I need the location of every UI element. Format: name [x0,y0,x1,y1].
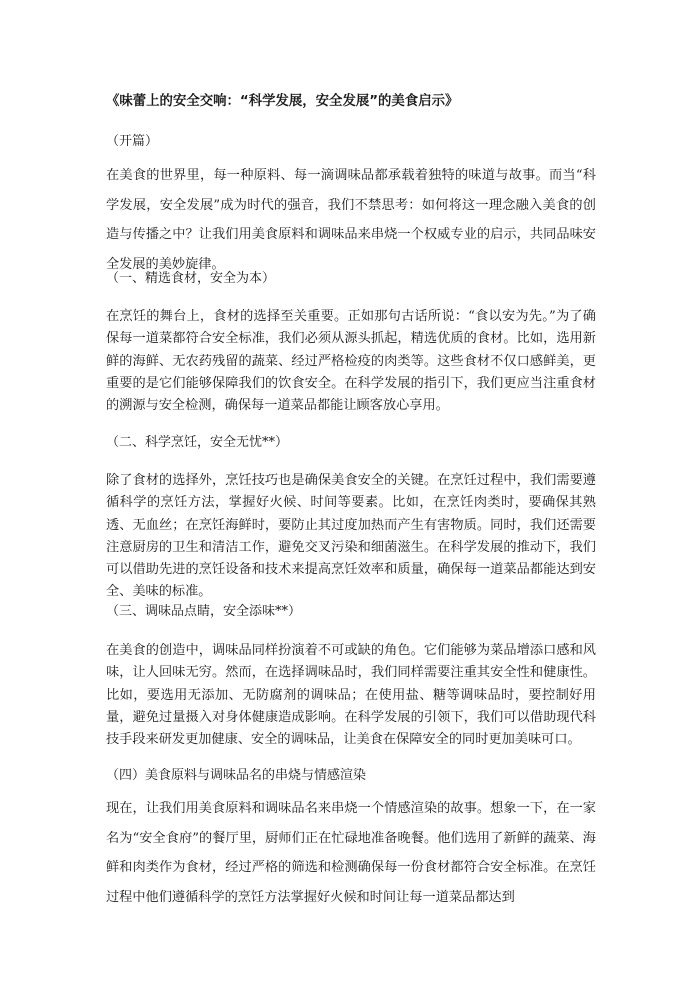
section-heading-opening: （开篇） [106,134,159,149]
section-body-3: 在美食的创造中，调味品同样扮演着不可或缺的角色。它们能够为菜品增添口感和风味，让人回味无穷。然而，在选择调味品时，我们同样需要注重其安全性和健康性。比如，要选用无添加、无防腐剂的调味品；在使用盐、糖等调味品时，要控制好用量，避免过量摄入对身体健康造成影响。在科学发展的引领下，我们可以借助现代科技手段来研发更加健康、安全的调味品，让美食在保障安全的同时更加美味可口。 [106,643,596,748]
document-title: 《味蕾上的安全交响：“科学发展，安全发展”的美食启示》 [106,94,459,109]
section-body-4: 现在，让我们用美食原料和调味品名来串烧一个情感渲染的故事。想象一下，在一家名为“安全食府”的餐厅里，厨师们正在忙碌地准备晚餐。他们选用了新鲜的蔬菜、海鲜和肉类作为食材，经过严格的筛选和检测确保每一份食材都符合安全标准。在烹饪过程中他们遵循科学的烹饪方法掌握好火候和时间让每一道菜品都达到 [106,801,596,905]
section-heading-3: （三、调味品点睛，安全添味**） [106,604,302,619]
section-body-opening: 在美食的世界里，每一种原料、每一滴调味品都承载着独特的味道与故事。而当“科学发展，安全发展”成为时代的强音，我们不禁思考：如何将这一理念融入美食的创造与传播之中？让我们用美食原料和调味品来串烧一个权威专业的启示，共同品味安全发展的美妙旋律。 [106,168,596,272]
section-heading-4: （四）美食原料与调味品名的串烧与情感渲染 [106,768,367,783]
section-body-1: 在烹饪的舞台上，食材的选择至关重要。正如那句古话所说：“食以安为先。”为了确保每一道菜都符合安全标准，我们必须从源头抓起，精选优质的食材。比如，选用新鲜的海鲜、无农药残留的蔬菜、经过严格检疫的肉类等。这些食材不仅口感鲜美，更重要的是它们能够保障我们的饮食安全。在科学发展的指引下，我们更应当注重食材的溯源与安全检测，确保每一道菜品都能让顾客放心享用。 [106,309,596,414]
section-heading-2: （二、科学烹饪，安全无忧**） [106,435,289,450]
section-heading-1: （一、精选食材，安全为本） [106,271,276,286]
section-body-2: 除了食材的选择外，烹饪技巧也是确保美食安全的关键。在烹饪过程中，我们需要遵循科学的烹饪方法，掌握好火候、时间等要素。比如，在烹饪肉类时，要确保其熟透、无血丝；在烹饪海鲜时，要防止其过度加热而产生有害物质。同时，我们还需要注意厨房的卫生和清洁工作，避免交叉污染和细菌滋生。在科学发展的推动下，我们可以借助先进的烹饪设备和技术来提高烹饪效率和质量，确保每一道菜品都能达到安全、美味的标准。 [106,473,596,600]
